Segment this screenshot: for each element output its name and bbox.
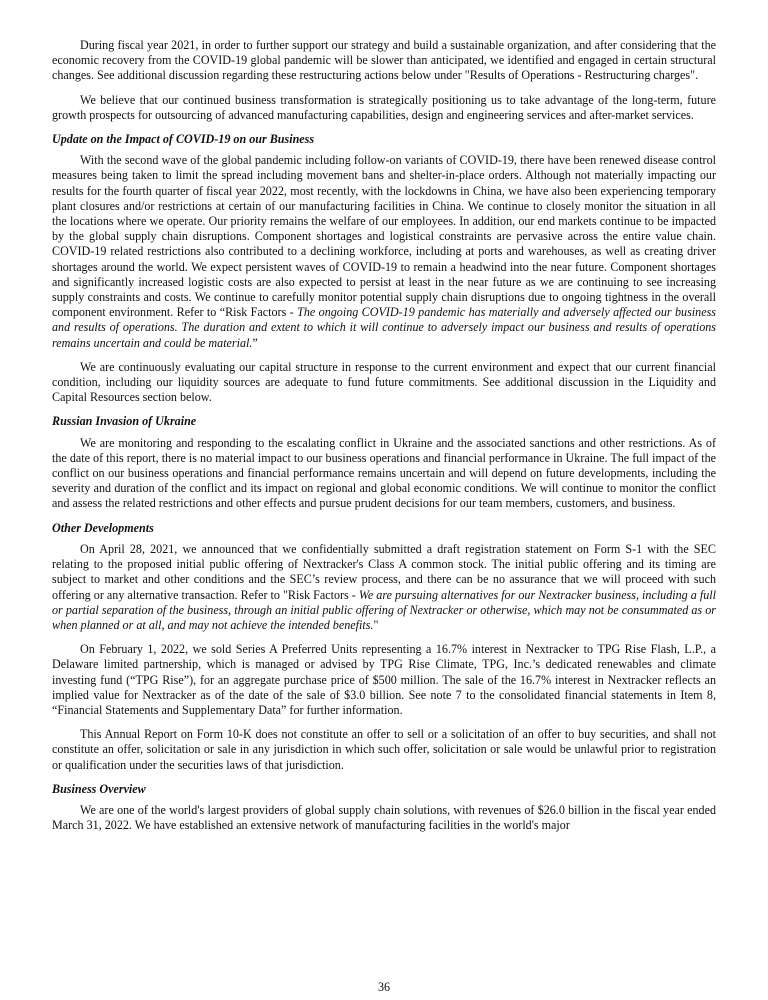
ukraine-heading: Russian Invasion of Ukraine bbox=[52, 414, 197, 429]
other-paragraph-3: This Annual Report on Form 10-K does not constitute an offer to sell or a solicitation of an offer to buy securities, and shall not constitute an offer, solicitation or sale in any jurisdiction in which such offer, solicitation or sale would be unlawful prior to registration or qualification under the securities laws of that jurisdiction. bbox=[52, 727, 716, 772]
transformation-paragraph: We believe that our continued business transformation is strategically positioning us to take advantage of the long-term, future growth prospects for outsourcing of advanced manufacturing capabilities, design and engineering services and after-market services. bbox=[52, 92, 716, 122]
other-developments-heading: Other Developments bbox=[52, 520, 154, 535]
covid-heading: Update on the Impact of COVID-19 on our Business bbox=[52, 132, 315, 147]
other-p1-text: On April 28, 2021, we announced that we confidentially submitted a draft registration statement on Form S-1 with the SEC relating to the proposed initial public offering of Nextracker's Class A common stock. The initial public offering and its timing are subject to market and other conditions and the SEC’s review process, and there can be no assurance that we will proceed with such offering or any alternative transaction. Refer to "Risk Factors - bbox=[52, 541, 716, 602]
other-risk-factor-italic: We are pursuing alternatives for our Nextracker business, including a full or partial separation of the business, through an initial public offering of Nextracker or otherwise, which may not be consummated as or when planned or at all, and may not achieve the intended benefits. bbox=[52, 587, 716, 632]
ukraine-paragraph: We are monitoring and responding to the escalating conflict in Ukraine and the associated sanctions and other restrictions. As of the date of this report, there is no material impact to our business operations and financial performance in Ukraine. The full impact of the conflict on our business operations and financial performance remains uncertain and will depend on future developments, including the severity and duration of the conflict and its impact on regional and global economic conditions. We will continue to monitor the conflict and assess the related restrictions and other effects and pursue prudent decisions for our team members, customers, and business. bbox=[52, 435, 716, 511]
covid-paragraph-2: We are continuously evaluating our capital structure in response to the current environment and expect that our current financial condition, including our liquidity sources are adequate to fund future commitments. See additional discussion in the Liquidity and Capital Resources section below. bbox=[52, 359, 716, 405]
other-paragraph-1 bbox=[52, 542, 716, 633]
other-p1-end: " bbox=[373, 617, 379, 632]
business-overview-paragraph: We are one of the world's largest providers of global supply chain solutions, with revenues of $26.0 billion in the fiscal year ended March 31, 2022. We have established an extensive network of manufacturing facilities in the world's major bbox=[52, 802, 716, 833]
covid-paragraph-1 bbox=[52, 153, 716, 351]
business-overview-heading: Business Overview bbox=[52, 781, 146, 796]
page-number: 36 bbox=[377, 980, 391, 994]
covid-risk-factor-italic: The ongoing COVID-19 pandemic has materially and adversely affected our business and results of operations. The duration and extent to which it will continue to adversely impact our business and results of operations remains uncertain and could be material. bbox=[52, 305, 716, 350]
restructuring-paragraph: During fiscal year 2021, in order to further support our strategy and build a sustainable organization, and after considering that the economic recovery from the COVID-19 global pandemic will be slower than anticipated, we identified and engaged in certain structural changes. See additional discussion regarding these restructuring actions below under "Results of Operations - Restructuring charges". bbox=[52, 38, 716, 83]
document-body bbox=[52, 38, 716, 842]
other-paragraph-2: On February 1, 2022, we sold Series A Preferred Units representing a 16.7% interest in Nextracker to TPG Rise Flash, L.P., a Delaware limited partnership, which is managed or advised by TPG Rise Climate, TPG, Inc.’s dedicated renewables and climate investing fund (“TPG Rise”), for an aggregate purchase price of $500 million. The sale of the 16.7% interest in Nextracker reflects an implied value for Nextracker as of the date of the sale of $3.0 billion. See note 7 to the consolidated financial statements in Item 8, “Financial Statements and Supplementary Data” for further information. bbox=[52, 642, 716, 717]
covid-p1-end: ” bbox=[252, 335, 258, 350]
covid-p1-text: With the second wave of the global pandemic including follow-on variants of COVID-19, there have been renewed disease control measures being taken to limit the spread including movement bans and shelter-in-place orders. Although not materially impacting our results for the fourth quarter of fiscal year 2022, most recently, with the lockdowns in China, we have also been experiencing temporary plant closures and/or restrictions at certain of our manufacturing facilities in China. We continue to closely monitor the situation in all the locations where we operate. Our priority remains the welfare of our employees. In addition, our end markets continue to be impacted by the global supply chain disruptions. Component shortages and logistical constraints are pervasive across the entire value chain. COVID-19 related restrictions also contributed to a declining workforce, including at ports and warehouses, as well as creating driver shortages around the world. We expect persistent waves of COVID-19 to remain a headwind into the near future. Component shortages and significantly increased logistic costs are also expected to persist at least in the near future as we are continuing to see increasing supply constraints and costs. We continue to carefully monitor potential supply chain disruptions due to ongoing tightness in the overall component environment. Refer to “Risk Factors - bbox=[52, 153, 716, 320]
